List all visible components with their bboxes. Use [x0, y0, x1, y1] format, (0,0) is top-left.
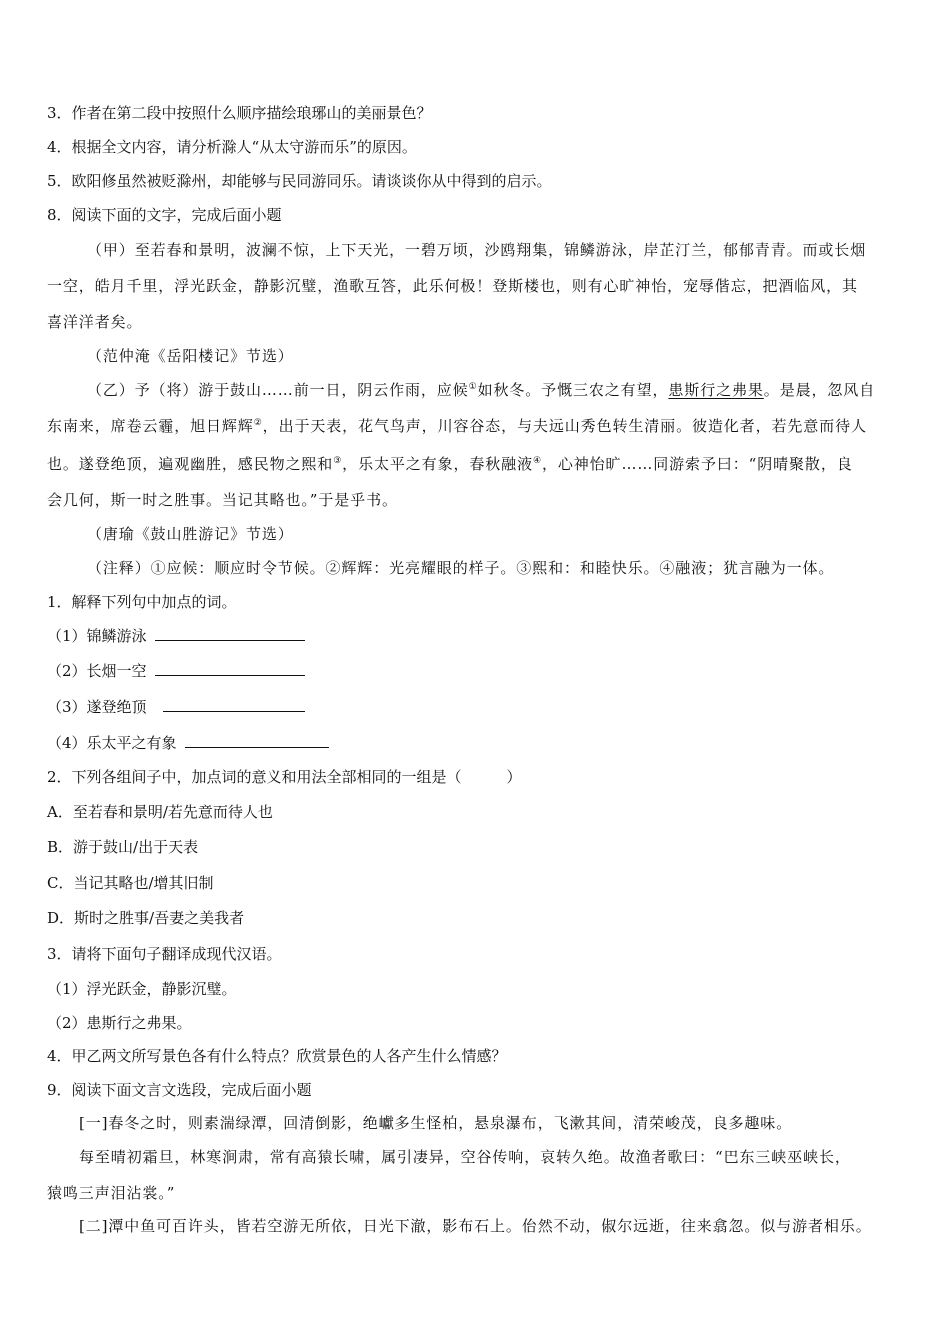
passage-9-paragraph-1: [一]春冬之时，则素湍绿潭，回清倒影，绝巘多生怪柏，悬泉瀑布，飞漱其间，清荣峻茂，良多趣味。 — [79, 1114, 793, 1132]
option-a[interactable]: A．至若春和景明/若先意而待人也 — [47, 803, 273, 821]
sub-question-1-item-3 — [47, 697, 305, 717]
question-3: 3．作者在第二段中按照什么顺序描绘琅琊山的美丽景色？ — [47, 104, 432, 122]
answer-blank[interactable] — [155, 639, 305, 641]
text-segment: ，乐太平之有象，春秋融液 — [342, 455, 533, 473]
item-label: （4）乐太平之有象 — [47, 734, 177, 752]
sub-question-1-title: 1．解释下列句中加点的词。 — [47, 593, 237, 611]
sub-question-1-item-2 — [47, 661, 305, 681]
item-label: （3）遂登绝顶 — [47, 698, 147, 716]
question-5: 5．欧阳修虽然被贬滁州，却能够与民同游同乐。请谈谈你从中得到的启示。 — [47, 172, 552, 190]
passage-yi-line-2 — [47, 416, 867, 436]
annotations: （注释）①应候：顺应时令节候。②辉辉：光亮耀眼的样子。③熙和：和睦快乐。④融液；犹言融为一体。 — [87, 559, 835, 577]
answer-blank[interactable] — [155, 674, 305, 676]
text-segment: 如秋冬。予慨三农之有望， — [477, 381, 669, 399]
passage-jia-line-1: （甲）至若春和景明，波澜不惊，上下天光，一碧万顷，沙鸥翔集，锦鳞游泳，岸芷汀兰，郁郁青青。而或长烟 — [87, 241, 867, 259]
sub-question-4: 4．甲乙两文所写景色各有什么特点？欣赏景色的人各产生什么情感？ — [47, 1047, 507, 1065]
text-segment: 。是晨，忽风自 — [763, 381, 876, 399]
sub-question-3-title: 3．请将下面句子翻译成现代汉语。 — [47, 945, 282, 963]
footnote-mark: ④ — [532, 456, 542, 466]
text-segment: 东南来，席卷云霾，旭日辉辉 — [47, 417, 254, 435]
question-8-heading: 8．阅读下面的文字，完成后面小题 — [47, 206, 282, 224]
passage-9-paragraph-3: [二]潭中鱼可百许头，皆若空游无所依，日光下澈，影布石上。佁然不动，俶尔远逝，往来翕忽。似与游者相乐。 — [79, 1217, 872, 1235]
footnote-mark: ③ — [333, 456, 343, 466]
passage-9-paragraph-2-line-1: 每至晴初霜旦，林寒涧肃，常有高猿长啸，属引凄异，空谷传响，哀转久绝。故渔者歌曰：“巴东三峡巫峡长， — [79, 1148, 851, 1166]
passage-jia-source: （范仲淹《岳阳楼记》节选） — [87, 347, 294, 365]
footnote-mark: ① — [468, 382, 478, 392]
item-label: （2）长烟一空 — [47, 662, 147, 680]
underlined-phrase: 患斯行之弗果 — [668, 381, 764, 399]
option-c[interactable]: C．当记其略也/增其旧制 — [47, 874, 214, 892]
passage-yi-line-1 — [87, 380, 875, 400]
passage-9-paragraph-2-line-2: 猿鸣三声泪沾裳。” — [47, 1184, 176, 1202]
item-label: （1）锦鳞游泳 — [47, 627, 147, 645]
passage-jia-line-3: 喜洋洋者矣。 — [47, 313, 143, 331]
question-9-heading: 9．阅读下面文言文选段，完成后面小题 — [47, 1081, 312, 1099]
passage-yi-source: （唐瑜《鼓山胜游记》节选） — [87, 525, 294, 543]
text-segment: ，出于天表，花气鸟声，川容谷态，与夫远山秀色转生清丽。彼造化者，若先意而待人 — [262, 417, 867, 435]
text-segment: （乙）予（将）游于鼓山……前一日，阴云作雨，应候 — [87, 381, 469, 399]
passage-jia-line-2: 一空，皓月千里，浮光跃金，静影沉璧，渔歌互答，此乐何极！登斯楼也，则有心旷神怡，宠辱偕忘，把酒临风，其 — [47, 277, 858, 295]
sub-question-2-title: 2．下列各组间子中，加点词的意义和用法全部相同的一组是（ ） — [47, 768, 522, 786]
sub-question-1-item-1 — [47, 626, 305, 646]
passage-yi-line-3 — [47, 454, 853, 474]
sub-question-3-item-2: （2）患斯行之弗果。 — [47, 1014, 192, 1032]
passage-yi-line-4: 会几何，斯一时之胜事。当记其略也。”于是乎书。 — [47, 491, 398, 509]
text-segment: ，心神怡旷……同游索予曰：“阴晴聚散，良 — [541, 455, 853, 473]
text-segment: 也。遂登绝顶，遍观幽胜，感民物之熙和 — [47, 455, 334, 473]
option-d[interactable]: D．斯时之胜事/吾妻之美我者 — [47, 909, 245, 927]
sub-question-1-item-4 — [47, 733, 329, 753]
footnote-mark: ② — [253, 418, 263, 428]
answer-blank[interactable] — [185, 746, 329, 748]
sub-question-3-item-1: （1）浮光跃金，静影沉璧。 — [47, 980, 237, 998]
option-b[interactable]: B．游于鼓山/出于天表 — [47, 838, 199, 856]
answer-blank[interactable] — [163, 710, 305, 712]
question-4: 4．根据全文内容，请分析滁人“从太守游而乐”的原因。 — [47, 138, 417, 156]
